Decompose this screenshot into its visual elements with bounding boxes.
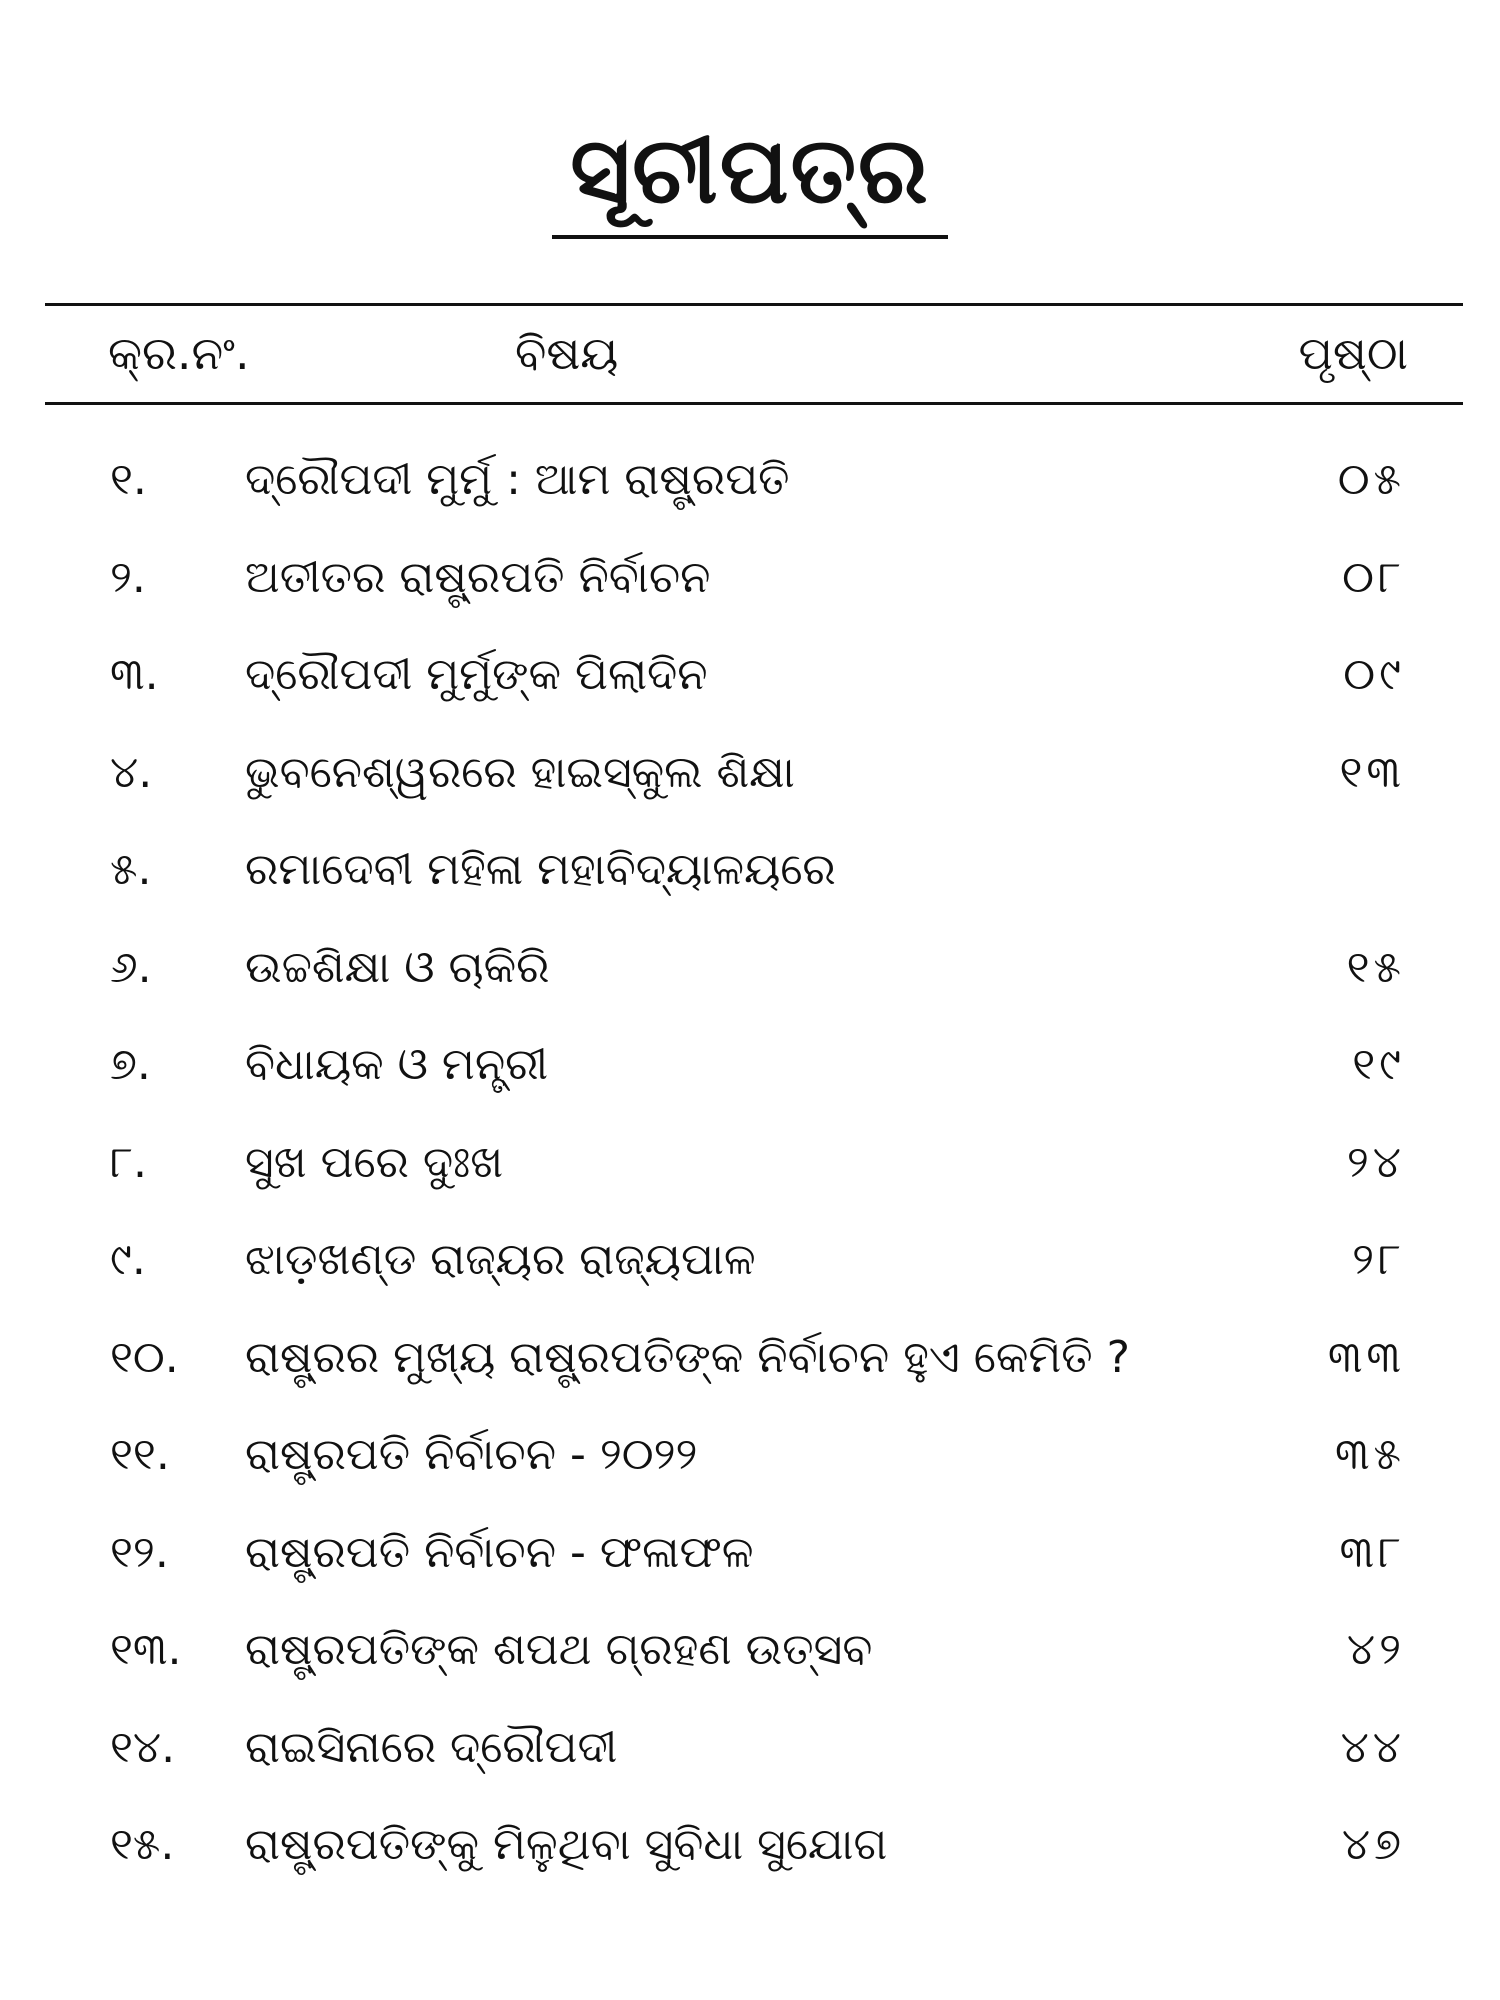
entry-number: ୫. [110, 844, 152, 895]
entry-topic: ଝାଡ଼ଖଣ୍ଡ ରାଜ୍ୟର ରାଜ୍ୟପାଳ [245, 1234, 756, 1285]
title-wrap [0, 117, 1500, 239]
entry-number: ୯. [110, 1234, 146, 1285]
toc-entry-12 [0, 1513, 1500, 1611]
entry-page: ୧୩ [1339, 746, 1405, 798]
entry-number: ୩. [110, 649, 159, 700]
entry-page: ୪୨ [1346, 1624, 1405, 1675]
entry-number: ୧୩. [110, 1624, 182, 1675]
entry-page: ୨୮ [1352, 1234, 1405, 1285]
entry-topic: ଦ୍ରୌପଦୀ ମୁର୍ମୁଙ୍କ ପିଲାଦିନ [245, 649, 708, 700]
toc-entry-14 [0, 1708, 1500, 1806]
toc-entry-11 [0, 1415, 1500, 1513]
toc-entry-6 [0, 928, 1500, 1026]
toc-entry-15 [0, 1805, 1500, 1903]
entry-number: ୮. [110, 1136, 147, 1188]
entry-topic: ଅତୀତର ରାଷ୍ଟ୍ରପତି ନିର୍ବାଚନ [245, 551, 711, 603]
entry-topic: ବିଧାୟକ ଓ ମନ୍ତ୍ରୀ [245, 1039, 549, 1090]
entry-topic: ରାଷ୍ଟ୍ରପତି ନିର୍ବାଚନ - ଫଳାଫଳ [245, 1526, 754, 1578]
entry-number: ୪. [110, 746, 153, 798]
entry-page: ୨୪ [1346, 1136, 1405, 1188]
entry-number: ୧୧. [110, 1429, 170, 1480]
entry-page: ୩୩ [1327, 1331, 1405, 1383]
entry-topic: ରାଷ୍ଟ୍ରପତିଙ୍କୁ ମିଳୁଥିବା ସୁବିଧା ସୁଯୋଗ [245, 1819, 888, 1870]
toc-entry-4 [0, 733, 1500, 831]
entry-topic: ରାଷ୍ଟ୍ରପତି ନିର୍ବାଚନ - ୨୦୨୨ [245, 1429, 698, 1480]
column-header [0, 318, 1500, 388]
entry-number: ୧୦. [110, 1331, 179, 1383]
toc-entry-3 [0, 635, 1500, 733]
entry-topic: ରାଷ୍ଟ୍ରର ମୁଖ୍ୟ ରାଷ୍ଟ୍ରପତିଙ୍କ ନିର୍ବାଚନ ହୁଏ କେମିତି ? [245, 1331, 1130, 1383]
entry-topic: ଦ୍ରୌପଦୀ ମୁର୍ମୁ : ଆମ ରାଷ୍ଟ୍ରପତି [245, 454, 790, 505]
page-header: ପୃଷ୍ଠା [1298, 326, 1408, 380]
entry-number: ୬. [110, 941, 152, 993]
entry-page: ୪୭ [1341, 1819, 1405, 1870]
entry-page: ୦୫ [1337, 454, 1405, 505]
entry-page: ୦୮ [1342, 551, 1405, 603]
entry-number: ୭. [110, 1039, 151, 1090]
toc-entry-2 [0, 538, 1500, 636]
entry-number: ୧୪. [110, 1721, 176, 1773]
toc-list [0, 440, 1500, 1903]
entry-topic: ରାଷ୍ଟ୍ରପତିଙ୍କ ଶପଥ ଗ୍ରହଣ ଉତ୍ସବ [245, 1624, 873, 1675]
toc-entry-5 [0, 830, 1500, 928]
toc-entry-9 [0, 1220, 1500, 1318]
entry-number: ୨. [110, 551, 146, 603]
entry-topic: ସୁଖ ପରେ ଦୁଃଖ [245, 1136, 504, 1188]
entry-page: ୩୮ [1339, 1526, 1405, 1578]
entry-number: ୧୨. [110, 1526, 169, 1578]
entry-page: ୧୫ [1346, 941, 1405, 993]
toc-entry-10 [0, 1318, 1500, 1416]
toc-entry-8 [0, 1123, 1500, 1221]
topic-header: ବିଷୟ [515, 326, 619, 380]
entry-topic: ଭୁବନେଶ୍ୱରରେ ହାଇସ୍କୁଲ ଶିକ୍ଷା [245, 746, 795, 798]
entry-topic: ରମାଦେବୀ ମହିଳା ମହାବିଦ୍ୟାଳୟରେ [245, 844, 836, 895]
serial-header: କ୍ର.ନଂ. [108, 326, 250, 380]
header-bottom-rule [45, 402, 1463, 405]
toc-entry-1 [0, 440, 1500, 538]
toc-entry-13 [0, 1610, 1500, 1708]
entry-page: ୧୯ [1352, 1039, 1405, 1090]
entry-page: ୩୫ [1334, 1429, 1405, 1480]
entry-page: ୪୪ [1340, 1721, 1405, 1773]
toc-entry-7 [0, 1025, 1500, 1123]
page-title: ସୂଚୀପତ୍ର [552, 120, 948, 239]
entry-topic: ଉଚ୍ଚଶିକ୍ଷା ଓ ଚାକିରି [245, 941, 550, 993]
entry-number: ୧୫. [110, 1819, 175, 1870]
entry-number: ୧. [110, 454, 147, 505]
entry-page: ୦୯ [1343, 649, 1405, 700]
entry-topic: ରାଇସିନାରେ ଦ୍ରୌପଦୀ [245, 1721, 618, 1773]
header-top-rule [45, 303, 1463, 306]
